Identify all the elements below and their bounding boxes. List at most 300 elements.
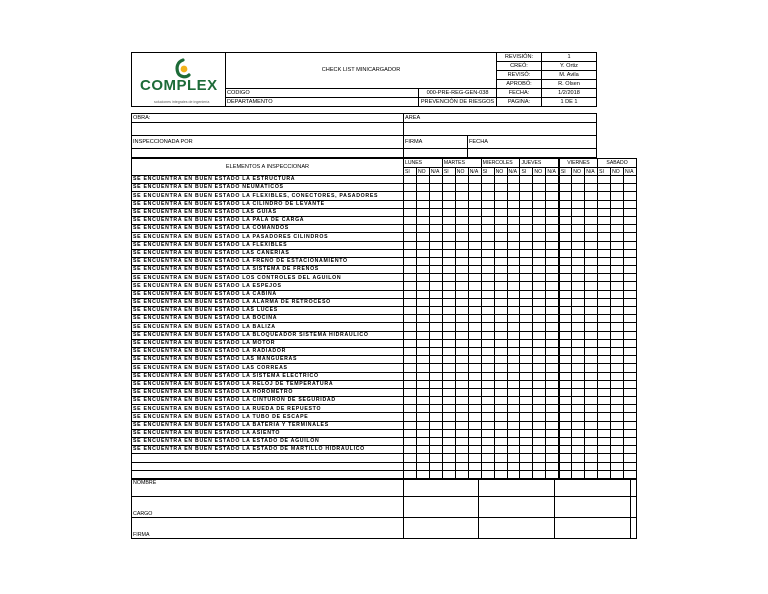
check-cell[interactable] [572,257,585,265]
check-cell[interactable] [520,413,533,421]
check-cell[interactable] [598,388,611,396]
check-cell[interactable] [598,470,611,478]
check-cell[interactable] [429,274,442,282]
check-cell[interactable] [481,241,494,249]
check-cell[interactable] [468,208,481,216]
check-cell[interactable] [507,470,520,478]
check-cell[interactable] [455,216,468,224]
check-cell[interactable] [572,323,585,331]
check-cell[interactable] [455,323,468,331]
check-cell[interactable] [468,233,481,241]
check-cell[interactable] [598,298,611,306]
check-cell[interactable] [429,233,442,241]
check-cell[interactable] [598,380,611,388]
check-cell[interactable] [404,315,417,323]
check-cell[interactable] [624,282,637,290]
check-cell[interactable] [404,249,417,257]
check-cell[interactable] [455,446,468,454]
check-cell[interactable] [559,356,572,364]
check-cell[interactable] [494,388,507,396]
check-cell[interactable] [507,372,520,380]
check-cell[interactable] [429,176,442,184]
check-cell[interactable] [455,380,468,388]
check-cell[interactable] [598,356,611,364]
check-cell[interactable] [468,446,481,454]
check-cell[interactable] [507,413,520,421]
check-cell[interactable] [481,429,494,437]
check-cell[interactable] [494,413,507,421]
check-cell[interactable] [507,315,520,323]
check-cell[interactable] [429,200,442,208]
check-cell[interactable] [507,380,520,388]
check-cell[interactable] [598,372,611,380]
check-cell[interactable] [624,298,637,306]
check-cell[interactable] [494,274,507,282]
check-cell[interactable] [416,192,429,200]
check-cell[interactable] [559,429,572,437]
check-cell[interactable] [455,298,468,306]
check-cell[interactable] [585,446,598,454]
check-cell[interactable] [520,421,533,429]
check-cell[interactable] [546,429,559,437]
check-cell[interactable] [468,470,481,478]
signature-cell[interactable] [479,517,555,538]
check-cell[interactable] [416,216,429,224]
check-cell[interactable] [442,241,455,249]
check-cell[interactable] [611,347,624,355]
check-cell[interactable] [572,225,585,233]
check-cell[interactable] [494,323,507,331]
check-cell[interactable] [533,266,546,274]
check-cell[interactable] [533,290,546,298]
check-cell[interactable] [559,241,572,249]
check-cell[interactable] [507,429,520,437]
check-cell[interactable] [611,176,624,184]
signature-cell[interactable] [404,496,479,517]
check-cell[interactable] [546,347,559,355]
check-cell[interactable] [455,388,468,396]
check-cell[interactable] [546,241,559,249]
check-cell[interactable] [598,216,611,224]
check-cell[interactable] [559,470,572,478]
check-cell[interactable] [624,208,637,216]
check-cell[interactable] [429,225,442,233]
check-cell[interactable] [416,372,429,380]
check-cell[interactable] [429,405,442,413]
check-cell[interactable] [404,233,417,241]
check-cell[interactable] [481,307,494,315]
check-cell[interactable] [624,290,637,298]
check-cell[interactable] [507,331,520,339]
check-cell[interactable] [507,241,520,249]
check-cell[interactable] [468,356,481,364]
check-cell[interactable] [585,380,598,388]
check-cell[interactable] [404,208,417,216]
check-cell[interactable] [585,315,598,323]
check-cell[interactable] [611,421,624,429]
check-cell[interactable] [546,454,559,462]
check-cell[interactable] [494,208,507,216]
check-cell[interactable] [533,438,546,446]
check-cell[interactable] [533,462,546,470]
check-cell[interactable] [507,307,520,315]
check-cell[interactable] [585,216,598,224]
check-cell[interactable] [481,315,494,323]
check-cell[interactable] [520,315,533,323]
check-cell[interactable] [468,339,481,347]
check-cell[interactable] [494,298,507,306]
check-cell[interactable] [494,225,507,233]
check-cell[interactable] [624,347,637,355]
signature-cell[interactable] [555,496,631,517]
check-cell[interactable] [559,339,572,347]
check-cell[interactable] [559,225,572,233]
check-cell[interactable] [533,257,546,265]
check-cell[interactable] [559,176,572,184]
check-cell[interactable] [507,421,520,429]
check-cell[interactable] [416,323,429,331]
check-cell[interactable] [572,298,585,306]
check-cell[interactable] [520,429,533,437]
check-cell[interactable] [572,388,585,396]
check-cell[interactable] [455,339,468,347]
check-cell[interactable] [572,233,585,241]
check-cell[interactable] [507,184,520,192]
check-cell[interactable] [404,192,417,200]
check-cell[interactable] [533,364,546,372]
check-cell[interactable] [442,372,455,380]
check-cell[interactable] [494,257,507,265]
check-cell[interactable] [520,364,533,372]
check-cell[interactable] [507,397,520,405]
check-cell[interactable] [624,413,637,421]
check-cell[interactable] [585,421,598,429]
check-cell[interactable] [546,372,559,380]
check-cell[interactable] [429,315,442,323]
check-cell[interactable] [572,347,585,355]
check-cell[interactable] [598,249,611,257]
check-cell[interactable] [404,257,417,265]
check-cell[interactable] [442,339,455,347]
check-cell[interactable] [455,225,468,233]
check-cell[interactable] [442,323,455,331]
signature-cell[interactable] [555,517,631,538]
check-cell[interactable] [416,388,429,396]
check-cell[interactable] [416,405,429,413]
check-cell[interactable] [611,446,624,454]
check-cell[interactable] [533,200,546,208]
check-cell[interactable] [585,290,598,298]
check-cell[interactable] [468,421,481,429]
check-cell[interactable] [468,454,481,462]
check-cell[interactable] [559,454,572,462]
check-cell[interactable] [404,454,417,462]
check-cell[interactable] [481,266,494,274]
check-cell[interactable] [546,323,559,331]
check-cell[interactable] [611,298,624,306]
check-cell[interactable] [416,339,429,347]
check-cell[interactable] [404,388,417,396]
check-cell[interactable] [611,200,624,208]
check-cell[interactable] [494,282,507,290]
check-cell[interactable] [533,307,546,315]
check-cell[interactable] [598,339,611,347]
check-cell[interactable] [624,176,637,184]
check-cell[interactable] [481,331,494,339]
check-cell[interactable] [404,397,417,405]
check-cell[interactable] [624,257,637,265]
check-cell[interactable] [481,298,494,306]
check-cell[interactable] [455,454,468,462]
check-cell[interactable] [442,388,455,396]
check-cell[interactable] [624,462,637,470]
check-cell[interactable] [559,282,572,290]
check-cell[interactable] [546,274,559,282]
check-cell[interactable] [481,274,494,282]
check-cell[interactable] [624,241,637,249]
check-cell[interactable] [481,347,494,355]
check-cell[interactable] [429,421,442,429]
check-cell[interactable] [442,462,455,470]
check-cell[interactable] [533,454,546,462]
check-cell[interactable] [404,323,417,331]
check-cell[interactable] [416,298,429,306]
check-cell[interactable] [598,176,611,184]
check-cell[interactable] [481,225,494,233]
check-cell[interactable] [520,233,533,241]
check-cell[interactable] [546,405,559,413]
check-cell[interactable] [481,405,494,413]
check-cell[interactable] [546,413,559,421]
check-cell[interactable] [468,257,481,265]
check-cell[interactable] [533,339,546,347]
check-cell[interactable] [455,257,468,265]
check-cell[interactable] [494,397,507,405]
check-cell[interactable] [624,266,637,274]
check-cell[interactable] [442,298,455,306]
check-cell[interactable] [481,462,494,470]
check-cell[interactable] [585,331,598,339]
check-cell[interactable] [546,200,559,208]
check-cell[interactable] [624,405,637,413]
check-cell[interactable] [429,462,442,470]
check-cell[interactable] [442,274,455,282]
check-cell[interactable] [572,438,585,446]
check-cell[interactable] [468,176,481,184]
check-cell[interactable] [572,413,585,421]
check-cell[interactable] [404,429,417,437]
check-cell[interactable] [404,470,417,478]
check-cell[interactable] [455,413,468,421]
check-cell[interactable] [507,266,520,274]
check-cell[interactable] [520,274,533,282]
check-cell[interactable] [546,184,559,192]
check-cell[interactable] [598,290,611,298]
check-cell[interactable] [455,372,468,380]
check-cell[interactable] [611,290,624,298]
signature-cell[interactable] [479,479,555,496]
check-cell[interactable] [416,290,429,298]
check-cell[interactable] [416,454,429,462]
check-cell[interactable] [533,249,546,257]
obra-field[interactable]: OBRA: [132,114,404,123]
check-cell[interactable] [481,380,494,388]
check-cell[interactable] [585,339,598,347]
check-cell[interactable] [520,290,533,298]
check-cell[interactable] [559,192,572,200]
check-cell[interactable] [598,307,611,315]
check-cell[interactable] [468,241,481,249]
check-cell[interactable] [559,184,572,192]
check-cell[interactable] [624,323,637,331]
check-cell[interactable] [624,331,637,339]
check-cell[interactable] [442,249,455,257]
check-cell[interactable] [533,323,546,331]
check-cell[interactable] [416,274,429,282]
check-cell[interactable] [624,216,637,224]
check-cell[interactable] [520,372,533,380]
check-cell[interactable] [559,347,572,355]
check-cell[interactable] [611,192,624,200]
check-cell[interactable] [624,225,637,233]
check-cell[interactable] [494,241,507,249]
check-cell[interactable] [520,397,533,405]
check-cell[interactable] [494,176,507,184]
check-cell[interactable] [520,323,533,331]
check-cell[interactable] [585,470,598,478]
check-cell[interactable] [572,282,585,290]
check-cell[interactable] [611,184,624,192]
check-cell[interactable] [455,331,468,339]
check-cell[interactable] [494,347,507,355]
check-cell[interactable] [404,421,417,429]
check-cell[interactable] [624,446,637,454]
check-cell[interactable] [559,307,572,315]
check-cell[interactable] [520,462,533,470]
check-cell[interactable] [533,208,546,216]
check-cell[interactable] [572,192,585,200]
check-cell[interactable] [598,454,611,462]
inspeccionada-por-field[interactable]: INSPECCIONADA POR [132,136,404,149]
area-field[interactable]: AREA [404,114,597,123]
check-cell[interactable] [468,380,481,388]
check-cell[interactable] [507,462,520,470]
firma-field[interactable]: FIRMA [404,136,468,149]
check-cell[interactable] [520,298,533,306]
check-cell[interactable] [585,200,598,208]
check-cell[interactable] [611,339,624,347]
check-cell[interactable] [455,200,468,208]
check-cell[interactable] [559,380,572,388]
check-cell[interactable] [494,315,507,323]
check-cell[interactable] [559,249,572,257]
check-cell[interactable] [468,200,481,208]
check-cell[interactable] [572,356,585,364]
check-cell[interactable] [585,257,598,265]
check-cell[interactable] [520,266,533,274]
check-cell[interactable] [520,208,533,216]
check-cell[interactable] [468,274,481,282]
check-cell[interactable] [611,307,624,315]
check-cell[interactable] [429,470,442,478]
check-cell[interactable] [533,176,546,184]
check-cell[interactable] [572,266,585,274]
check-cell[interactable] [585,347,598,355]
check-cell[interactable] [442,454,455,462]
check-cell[interactable] [416,446,429,454]
check-cell[interactable] [572,372,585,380]
check-cell[interactable] [559,298,572,306]
check-cell[interactable] [585,405,598,413]
check-cell[interactable] [404,405,417,413]
check-cell[interactable] [585,208,598,216]
check-cell[interactable] [404,339,417,347]
check-cell[interactable] [585,454,598,462]
check-cell[interactable] [572,200,585,208]
check-cell[interactable] [416,176,429,184]
check-cell[interactable] [416,470,429,478]
check-cell[interactable] [520,388,533,396]
check-cell[interactable] [546,307,559,315]
check-cell[interactable] [481,388,494,396]
check-cell[interactable] [507,176,520,184]
check-cell[interactable] [611,454,624,462]
check-cell[interactable] [481,216,494,224]
check-cell[interactable] [507,290,520,298]
check-cell[interactable] [468,307,481,315]
check-cell[interactable] [598,446,611,454]
check-cell[interactable] [442,356,455,364]
check-cell[interactable] [572,241,585,249]
check-cell[interactable] [494,454,507,462]
check-cell[interactable] [598,413,611,421]
check-cell[interactable] [429,388,442,396]
check-cell[interactable] [533,241,546,249]
check-cell[interactable] [533,184,546,192]
check-cell[interactable] [624,192,637,200]
check-cell[interactable] [520,405,533,413]
check-cell[interactable] [533,429,546,437]
check-cell[interactable] [546,388,559,396]
check-cell[interactable] [429,184,442,192]
check-cell[interactable] [611,405,624,413]
check-cell[interactable] [481,249,494,257]
check-cell[interactable] [455,397,468,405]
check-cell[interactable] [559,372,572,380]
check-cell[interactable] [520,249,533,257]
check-cell[interactable] [404,298,417,306]
check-cell[interactable] [624,470,637,478]
check-cell[interactable] [416,208,429,216]
check-cell[interactable] [533,331,546,339]
check-cell[interactable] [611,438,624,446]
check-cell[interactable] [494,421,507,429]
check-cell[interactable] [481,421,494,429]
check-cell[interactable] [546,176,559,184]
check-cell[interactable] [494,200,507,208]
check-cell[interactable] [442,397,455,405]
check-cell[interactable] [624,307,637,315]
check-cell[interactable] [481,372,494,380]
blank-item[interactable] [132,454,404,462]
check-cell[interactable] [598,282,611,290]
check-cell[interactable] [572,462,585,470]
check-cell[interactable] [507,298,520,306]
check-cell[interactable] [429,307,442,315]
check-cell[interactable] [533,315,546,323]
check-cell[interactable] [559,331,572,339]
check-cell[interactable] [468,405,481,413]
